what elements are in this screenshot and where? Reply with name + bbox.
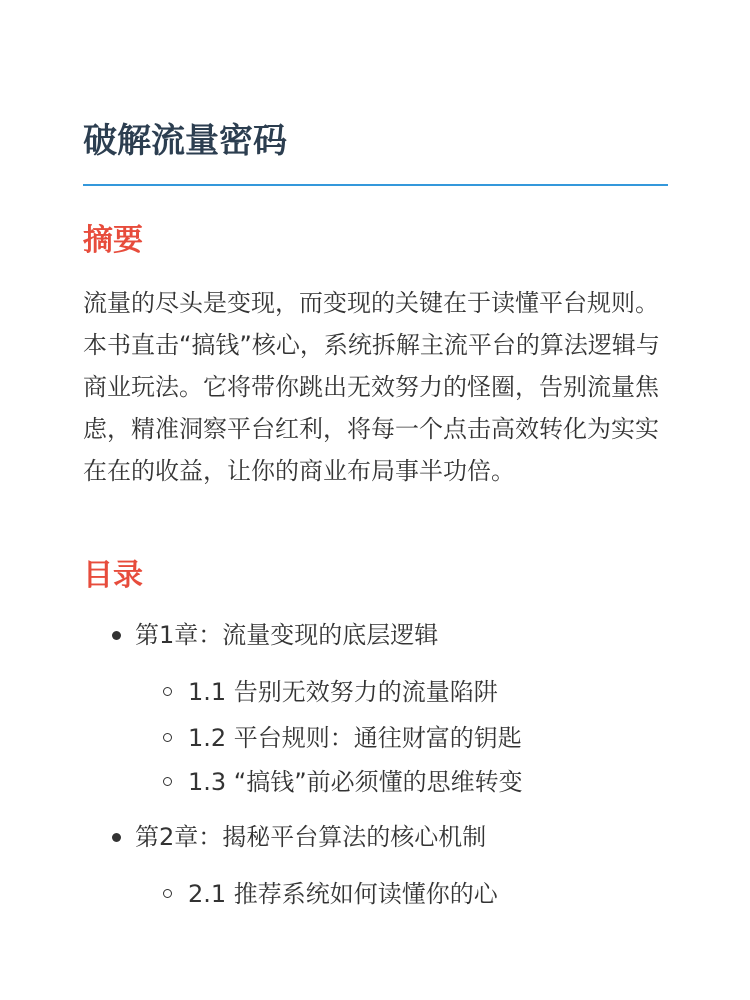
- bullet-circle-icon: [163, 733, 172, 742]
- bullet-circle-icon: [163, 687, 172, 696]
- toc-chapter-label: 第1章：流量变现的底层逻辑: [135, 621, 439, 649]
- summary-paragraph: 流量的尽头是变现，而变现的关键在于读懂平台规则。本书直击“搞钱”核心，系统拆解主流平台的算法逻辑与商业玩法。它将带你跳出无效努力的怪圈，告别流量焦虑，精准洞察平台红利，将每一个点击高效转化为实实在在的收益，让你的商业布局事半功倍。: [83, 289, 660, 485]
- bullet-circle-icon: [163, 889, 172, 898]
- toc-section-1-1[interactable]: [188, 675, 498, 709]
- bullet-disc-icon: [112, 631, 121, 640]
- toc-chapter-1[interactable]: [135, 618, 438, 652]
- toc-section-label: 1.2 平台规则：通往财富的钥匙: [188, 724, 522, 752]
- toc-section-2-1[interactable]: [188, 877, 498, 911]
- toc-chapter-label: 第2章：揭秘平台算法的核心机制: [135, 823, 487, 851]
- toc-heading: 目录: [83, 558, 143, 593]
- toc-section-label: 2.1 推荐系统如何读懂你的心: [188, 880, 498, 908]
- bullet-circle-icon: [163, 777, 172, 786]
- bullet-disc-icon: [112, 833, 121, 842]
- toc-section-label: 1.3 “搞钱”前必须懂的思维转变: [188, 768, 523, 796]
- toc-chapter-2[interactable]: [135, 820, 486, 854]
- toc-section-1-2[interactable]: [188, 721, 522, 755]
- page-title: 破解流量密码: [83, 121, 287, 161]
- toc-section-1-3[interactable]: [188, 765, 523, 799]
- toc-section-label: 1.1 告别无效努力的流量陷阱: [188, 678, 498, 706]
- title-divider: [83, 184, 668, 186]
- summary-heading: 摘要: [83, 223, 143, 258]
